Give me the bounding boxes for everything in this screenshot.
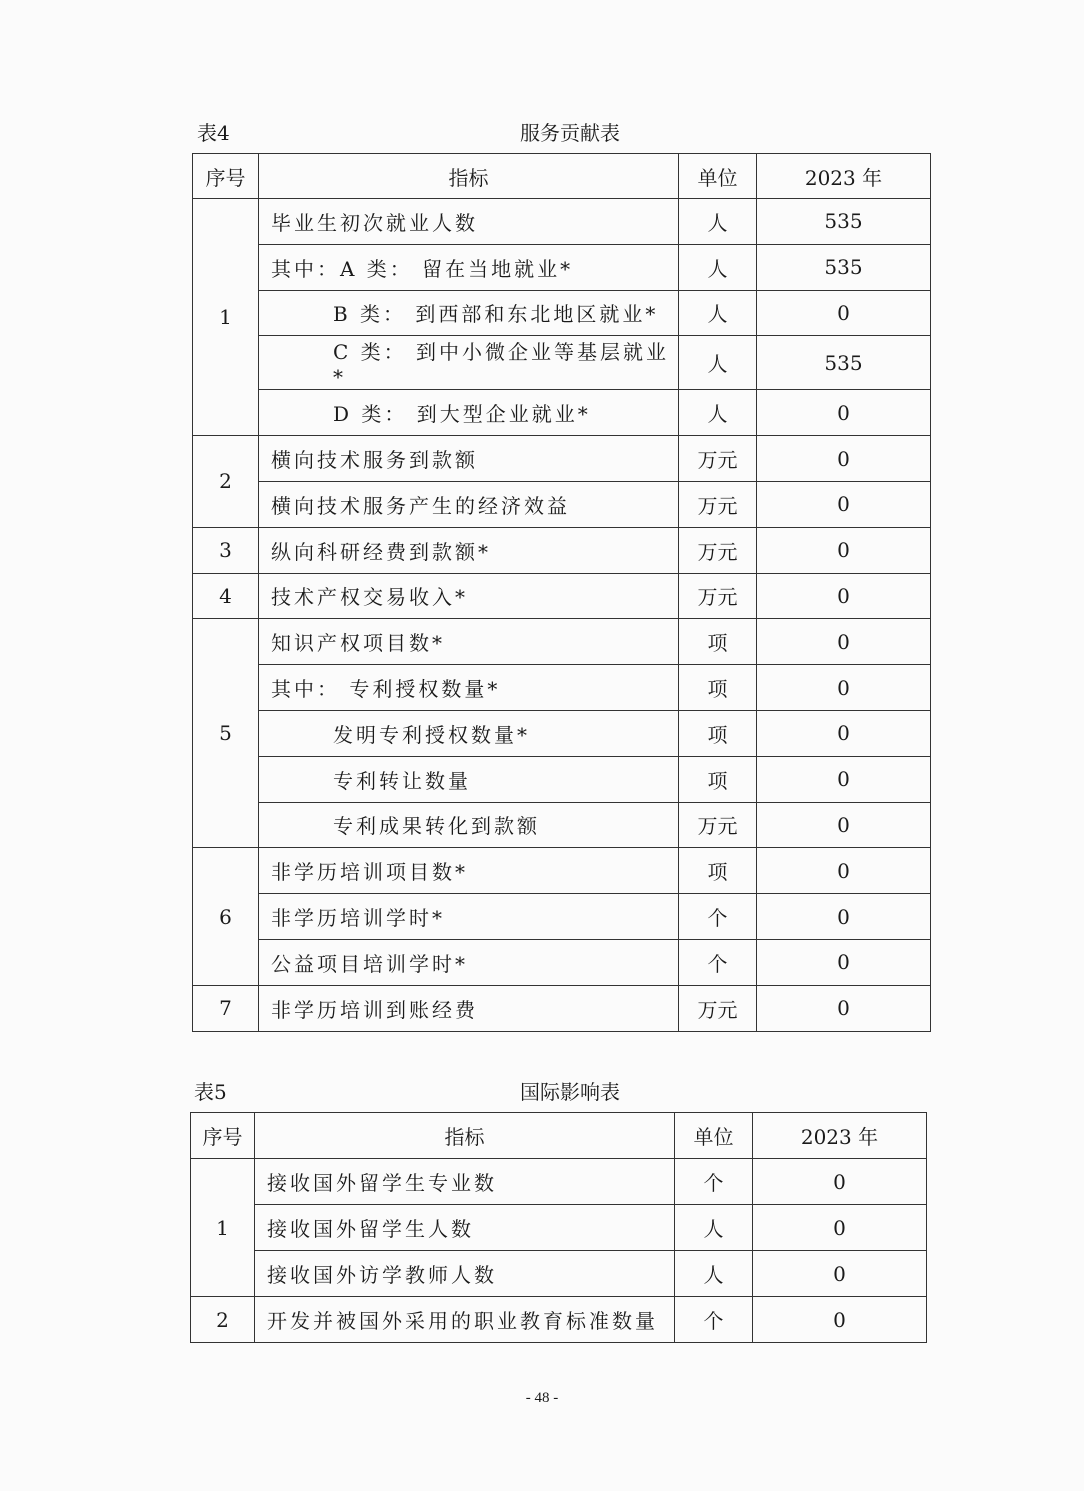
value-cell: 0 <box>753 1297 927 1343</box>
value-cell: 0 <box>753 1205 927 1251</box>
row-number: 3 <box>193 527 259 573</box>
unit-cell: 个 <box>679 894 757 940</box>
unit-cell: 项 <box>679 665 757 711</box>
header-indicator: 指标 <box>259 154 679 199</box>
table-row <box>193 481 931 527</box>
row-number: 1 <box>193 199 259 436</box>
row-number: 7 <box>193 985 259 1031</box>
unit-cell: 万元 <box>679 802 757 848</box>
header-indicator: 指标 <box>255 1113 675 1159</box>
row-number: 2 <box>193 436 259 528</box>
indicator-cell: 接收国外访学教师人数 <box>255 1251 675 1297</box>
value-cell: 535 <box>757 336 931 390</box>
table-row <box>193 573 931 619</box>
table-row <box>193 244 931 290</box>
row-number: 1 <box>191 1159 255 1297</box>
table4-title: 服务贡献表 <box>520 121 620 145</box>
table-row <box>191 1251 927 1297</box>
table-row <box>191 1159 927 1205</box>
table-row <box>193 710 931 756</box>
indicator-cell: 发明专利授权数量* <box>259 710 679 756</box>
value-cell: 0 <box>757 802 931 848</box>
indicator-cell: C 类： 到中小微企业等基层就业* <box>259 336 679 390</box>
row-number: 5 <box>193 619 259 848</box>
table-row <box>193 848 931 894</box>
unit-cell: 万元 <box>679 527 757 573</box>
value-cell: 0 <box>757 290 931 336</box>
unit-cell: 人 <box>679 390 757 436</box>
table5-title: 国际影响表 <box>520 1080 620 1104</box>
unit-cell: 万元 <box>679 985 757 1031</box>
value-cell: 0 <box>757 894 931 940</box>
unit-cell: 个 <box>675 1297 753 1343</box>
table-row <box>193 199 931 245</box>
unit-cell: 个 <box>675 1159 753 1205</box>
unit-cell: 人 <box>679 199 757 245</box>
value-cell: 0 <box>757 481 931 527</box>
unit-cell: 人 <box>679 244 757 290</box>
indicator-cell: 毕业生初次就业人数 <box>259 199 679 245</box>
indicator-cell: 开发并被国外采用的职业教育标准数量 <box>255 1297 675 1343</box>
table4-label: 表4 <box>197 121 230 145</box>
value-cell: 535 <box>757 199 931 245</box>
row-number: 6 <box>193 848 259 985</box>
value-cell: 0 <box>757 573 931 619</box>
value-cell: 0 <box>757 848 931 894</box>
value-cell: 0 <box>757 710 931 756</box>
value-cell: 0 <box>757 665 931 711</box>
unit-cell: 项 <box>679 756 757 802</box>
unit-cell: 人 <box>675 1251 753 1297</box>
table-row <box>193 336 931 390</box>
indicator-cell: 非学历培训到账经费 <box>259 985 679 1031</box>
indicator-cell: 专利成果转化到款额 <box>259 802 679 848</box>
unit-cell: 万元 <box>679 481 757 527</box>
indicator-cell: 横向技术服务到款额 <box>259 436 679 482</box>
service-contribution-table <box>192 153 931 1032</box>
unit-cell: 人 <box>679 336 757 390</box>
table-row <box>193 665 931 711</box>
table-row <box>193 619 931 665</box>
value-cell: 535 <box>757 244 931 290</box>
header-row <box>193 154 931 199</box>
indicator-cell: D 类： 到大型企业就业* <box>259 390 679 436</box>
header-unit: 单位 <box>679 154 757 199</box>
header-unit: 单位 <box>675 1113 753 1159</box>
header-no: 序号 <box>191 1113 255 1159</box>
unit-cell: 人 <box>675 1205 753 1251</box>
value-cell: 0 <box>757 436 931 482</box>
table-row <box>193 939 931 985</box>
table5-label: 表5 <box>194 1080 227 1104</box>
table-row <box>193 390 931 436</box>
table-row <box>191 1297 927 1343</box>
international-influence-table <box>190 1112 927 1343</box>
unit-cell: 万元 <box>679 573 757 619</box>
value-cell: 0 <box>757 939 931 985</box>
indicator-cell: 技术产权交易收入* <box>259 573 679 619</box>
value-cell: 0 <box>753 1159 927 1205</box>
indicator-cell: B 类： 到西部和东北地区就业* <box>259 290 679 336</box>
table-row <box>193 436 931 482</box>
table-row <box>193 527 931 573</box>
value-cell: 0 <box>757 619 931 665</box>
table-row <box>191 1205 927 1251</box>
value-cell: 0 <box>757 756 931 802</box>
indicator-cell: 接收国外留学生人数 <box>255 1205 675 1251</box>
table-row <box>193 802 931 848</box>
page-number: - 48 - <box>525 1390 559 1406</box>
indicator-cell: 其中： 专利授权数量* <box>259 665 679 711</box>
value-cell: 0 <box>753 1251 927 1297</box>
indicator-cell: 其中：A 类： 留在当地就业* <box>259 244 679 290</box>
value-cell: 0 <box>757 527 931 573</box>
unit-cell: 项 <box>679 710 757 756</box>
indicator-cell: 接收国外留学生专业数 <box>255 1159 675 1205</box>
unit-cell: 个 <box>679 939 757 985</box>
header-year: 2023 年 <box>753 1113 927 1159</box>
row-number: 4 <box>193 573 259 619</box>
header-year: 2023 年 <box>757 154 931 199</box>
indicator-cell: 横向技术服务产生的经济效益 <box>259 481 679 527</box>
indicator-cell: 非学历培训学时* <box>259 894 679 940</box>
indicator-cell: 专利转让数量 <box>259 756 679 802</box>
row-number: 2 <box>191 1297 255 1343</box>
table-row <box>193 756 931 802</box>
table-row <box>193 894 931 940</box>
value-cell: 0 <box>757 985 931 1031</box>
unit-cell: 人 <box>679 290 757 336</box>
table-row <box>193 290 931 336</box>
value-cell: 0 <box>757 390 931 436</box>
header-row <box>191 1113 927 1159</box>
indicator-cell: 公益项目培训学时* <box>259 939 679 985</box>
table-row <box>193 985 931 1031</box>
indicator-cell: 纵向科研经费到款额* <box>259 527 679 573</box>
unit-cell: 万元 <box>679 436 757 482</box>
indicator-cell: 知识产权项目数* <box>259 619 679 665</box>
unit-cell: 项 <box>679 619 757 665</box>
header-no: 序号 <box>193 154 259 199</box>
indicator-cell: 非学历培训项目数* <box>259 848 679 894</box>
unit-cell: 项 <box>679 848 757 894</box>
